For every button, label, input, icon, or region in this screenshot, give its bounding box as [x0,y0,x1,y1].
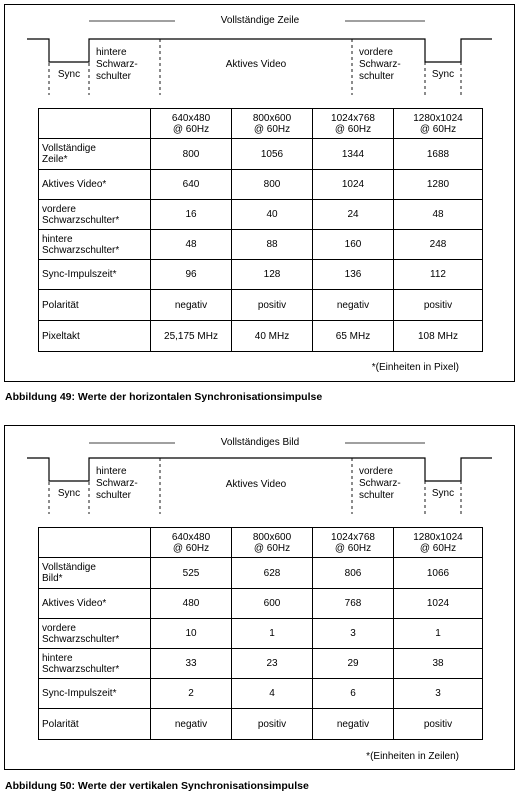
table-cell: 96 [151,260,232,290]
table-row [39,589,483,619]
front-porch-label: vordere Schwarz- schulter [354,466,424,502]
header-corner [39,528,151,558]
table-row [39,679,483,709]
table-cell: 40 MHz [232,321,313,352]
table-cell: positiv [232,290,313,321]
row-header: Aktives Video* [39,170,151,200]
diagram-title: Vollständige Zeile [175,15,345,27]
table-cell: negativ [313,709,394,740]
sync-right-label: Sync [431,488,455,499]
table-header-row [39,109,483,139]
table-cell: 6 [313,679,394,709]
table-cell: 48 [151,230,232,260]
column-header: 640x480 @ 60Hz [151,528,232,558]
back-porch-label: hintere Schwarz- schulter [91,466,158,502]
table-cell: 768 [313,589,394,619]
table-cell: 806 [313,558,394,589]
sync-left-label: Sync [57,488,81,499]
table-row [39,619,483,649]
table-cell: 248 [394,230,483,260]
table-cell: negativ [151,709,232,740]
table-cell: 1280 [394,170,483,200]
table-cell: 1 [394,619,483,649]
table-row [39,260,483,290]
table-cell: 1024 [313,170,394,200]
table-cell: 40 [232,200,313,230]
timing-diagram [5,5,514,100]
front-porch-label: vordere Schwarz- schulter [354,47,424,83]
table-row [39,290,483,321]
column-header: 800x600 @ 60Hz [232,109,313,139]
table-cell: 25,175 MHz [151,321,232,352]
row-header: hintere Schwarzschulter* [39,649,151,679]
table-cell: 29 [313,649,394,679]
sync-right-label: Sync [431,69,455,80]
table-cell: 3 [313,619,394,649]
table-cell: positiv [232,709,313,740]
table-cell: negativ [313,290,394,321]
active-video-label: Aktives Video [225,479,287,490]
table-cell: 600 [232,589,313,619]
table-cell: positiv [394,290,483,321]
table-row [39,649,483,679]
table-cell: 1056 [232,139,313,170]
horizontal-timing-table [38,108,483,352]
table-cell: 628 [232,558,313,589]
table-row [39,709,483,740]
back-porch-label: hintere Schwarz- schulter [91,47,158,83]
table-cell: 1344 [313,139,394,170]
row-header: Vollständige Bild* [39,558,151,589]
sync-left-label: Sync [57,69,81,80]
table-cell: 4 [232,679,313,709]
column-header: 1024x768 @ 60Hz [313,528,394,558]
table-cell: 1024 [394,589,483,619]
table-cell: 38 [394,649,483,679]
table-cell: 640 [151,170,232,200]
units-note: *(Einheiten in Pixel) [371,362,459,373]
units-note: *(Einheiten in Zeilen) [366,751,459,762]
row-header: Vollständige Zeile* [39,139,151,170]
table-cell: 112 [394,260,483,290]
table-cell: 1066 [394,558,483,589]
table-cell: 88 [232,230,313,260]
column-header: 800x600 @ 60Hz [232,528,313,558]
row-header: Polarität [39,290,151,321]
table-cell: 24 [313,200,394,230]
table-cell: 23 [232,649,313,679]
row-header: Sync-Impulszeit* [39,679,151,709]
table-cell: 16 [151,200,232,230]
row-header: hintere Schwarzschulter* [39,230,151,260]
table-row [39,321,483,352]
table-cell: 65 MHz [313,321,394,352]
diagram-title: Vollständiges Bild [175,437,345,449]
row-header: Polarität [39,709,151,740]
row-header: Sync-Impulszeit* [39,260,151,290]
column-header: 1024x768 @ 60Hz [313,109,394,139]
table-cell: negativ [151,290,232,321]
table-cell: 128 [232,260,313,290]
table-cell: 10 [151,619,232,649]
figure-caption: Abbildung 49: Werte der horizontalen Synchronisationsimpulse [5,391,323,403]
row-header: Pixeltakt [39,321,151,352]
row-header: Aktives Video* [39,589,151,619]
table-row [39,200,483,230]
table-cell: 800 [151,139,232,170]
table-cell: 3 [394,679,483,709]
table-cell: 800 [232,170,313,200]
row-header: vordere Schwarzschulter* [39,200,151,230]
table-cell: 33 [151,649,232,679]
table-cell: 160 [313,230,394,260]
table-cell: 1 [232,619,313,649]
table-cell: 1688 [394,139,483,170]
row-header: vordere Schwarzschulter* [39,619,151,649]
table-cell: 48 [394,200,483,230]
table-row [39,139,483,170]
table-cell: positiv [394,709,483,740]
table-cell: 108 MHz [394,321,483,352]
vertical-timing-table [38,527,483,740]
table-cell: 2 [151,679,232,709]
column-header: 1280x1024 @ 60Hz [394,109,483,139]
table-cell: 136 [313,260,394,290]
timing-diagram [5,426,514,521]
table-cell: 480 [151,589,232,619]
table-header-row [39,528,483,558]
figure-50-box [4,425,515,770]
header-corner [39,109,151,139]
table-row [39,558,483,589]
active-video-label: Aktives Video [225,59,287,70]
column-header: 1280x1024 @ 60Hz [394,528,483,558]
table-row [39,230,483,260]
figure-49-box [4,4,515,382]
column-header: 640x480 @ 60Hz [151,109,232,139]
table-cell: 525 [151,558,232,589]
table-row [39,170,483,200]
figure-caption: Abbildung 50: Werte der vertikalen Synchronisationsimpulse [5,780,309,792]
